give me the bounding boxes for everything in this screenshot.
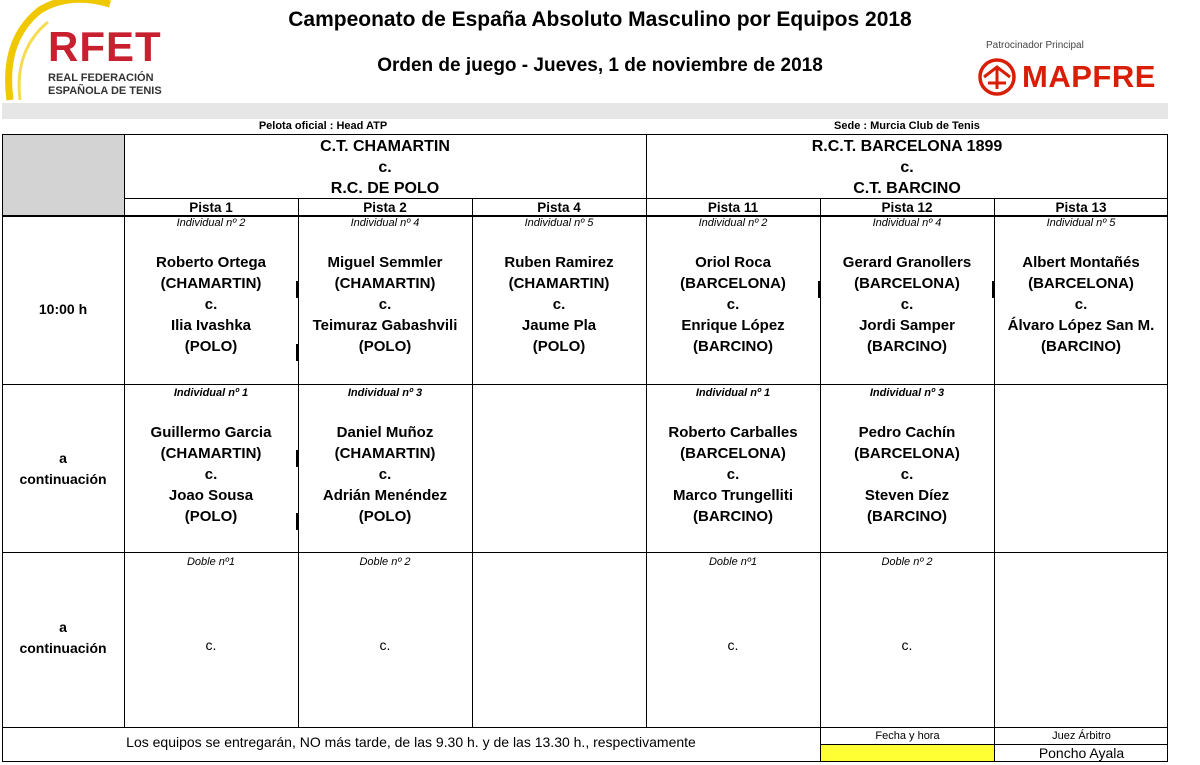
match-cell <box>994 217 1168 357</box>
page-subtitle: Orden de juego - Jueves, 1 de noviembre de 2018 <box>377 55 823 76</box>
match-number: Individual nº 1 <box>695 387 771 399</box>
date-label: Fecha y hora <box>875 730 940 742</box>
club-home: (CHAMARTIN) <box>334 275 436 292</box>
match-number: Individual nº 3 <box>869 387 945 399</box>
vs-label: c. <box>204 466 218 483</box>
info-band <box>2 103 1168 119</box>
club-away: (POLO) <box>184 508 238 525</box>
match-cell <box>820 217 994 357</box>
border-tick <box>296 344 299 361</box>
doubles-cell <box>820 556 994 653</box>
vs-label: c. <box>1074 296 1088 313</box>
tie-1-away: R.C. DE POLO <box>330 180 440 197</box>
page-title: Campeonato de España Absoluto Masculino por Equipos 2018 <box>288 8 912 31</box>
doubles-cell <box>124 556 298 653</box>
rfet-logo-text: RFET <box>48 23 162 70</box>
player-away: Jaume Pla <box>521 317 597 334</box>
tie-2-vs: c. <box>900 159 914 176</box>
player-home: Miguel Semmler <box>327 254 443 271</box>
row-label-3 <box>2 617 124 659</box>
court-header: Pista 12 <box>881 200 933 215</box>
venue-info: Sede : Murcia Club de Tenis <box>834 120 980 132</box>
tie-2 <box>646 136 1168 199</box>
club-away: (POLO) <box>184 338 238 355</box>
mapfre-logo-text: MAPFRE <box>1022 59 1156 94</box>
player-away: Jordi Samper <box>859 317 955 334</box>
rfet-logo-line2: ESPAÑOLA DE TENIS <box>48 85 162 97</box>
border-tick <box>296 450 299 467</box>
border-tick <box>296 513 299 530</box>
row-label-line2: continuación <box>19 471 107 487</box>
court-header: Pista 2 <box>363 200 407 215</box>
rfet-logo-line1: REAL FEDERACIÓN <box>48 72 154 84</box>
match-number: Individual nº 2 <box>176 217 246 229</box>
club-away: (BARCINO) <box>867 338 947 355</box>
tie-1-vs: c. <box>378 159 392 176</box>
row-label-1 <box>2 299 124 320</box>
club-away: (POLO) <box>358 508 412 525</box>
referee-name: Poncho Ayala <box>1038 745 1125 761</box>
grid-corner <box>3 135 124 215</box>
match-cell <box>124 217 298 357</box>
tie-2-home: R.C.T. BARCELONA 1899 <box>811 138 1003 155</box>
match-cell <box>646 387 820 527</box>
club-home: (CHAMARTIN) <box>160 275 262 292</box>
vs-label: c. <box>378 296 392 313</box>
match-number: Individual nº 5 <box>1046 217 1116 229</box>
court-header: Pista 4 <box>537 200 581 215</box>
club-away: (BARCINO) <box>867 508 947 525</box>
match-number: Doble nº1 <box>708 556 758 568</box>
rfet-logo <box>0 0 175 102</box>
player-home: Roberto Ortega <box>155 254 266 271</box>
mapfre-emblem-icon <box>976 57 1018 97</box>
tie-1 <box>124 136 646 199</box>
vs-label: c. <box>900 466 914 483</box>
vs-label: c. <box>552 296 566 313</box>
player-home: Daniel Muñoz <box>336 424 434 441</box>
date-value-field[interactable] <box>821 745 994 761</box>
player-away: Adrián Menéndez <box>322 487 448 504</box>
vs-label: c. <box>204 296 218 313</box>
club-home: (BARCELONA) <box>680 445 786 462</box>
match-number: Doble nº1 <box>186 556 236 568</box>
club-home: (BARCELONA) <box>680 275 786 292</box>
doubles-cell <box>298 556 472 653</box>
player-away: Steven Díez <box>864 487 950 504</box>
club-home: (BARCELONA) <box>854 445 960 462</box>
match-number: Doble nº 2 <box>359 556 411 568</box>
row-label-line1: 10:00 h <box>38 301 88 317</box>
court-header: Pista 1 <box>189 200 233 215</box>
match-number: Individual nº 1 <box>173 387 249 399</box>
club-home: (BARCELONA) <box>1028 275 1134 292</box>
footer-note: Los equipos se entregarán, NO más tarde, de las 9.30 h. y de las 13.30 h., respectivamente <box>126 734 696 750</box>
player-home: Gerard Granollers <box>842 254 972 271</box>
match-number: Individual nº 3 <box>347 387 423 399</box>
club-away: (POLO) <box>532 338 586 355</box>
player-home: Oriol Roca <box>695 254 771 271</box>
vs-label: c. <box>205 637 217 653</box>
club-home: (CHAMARTIN) <box>508 275 610 292</box>
vs-label: c. <box>726 466 740 483</box>
match-number: Individual nº 4 <box>350 217 420 229</box>
match-number: Individual nº 5 <box>524 217 594 229</box>
match-cell <box>298 217 472 357</box>
row-label-line1: a <box>59 619 67 635</box>
club-away: (BARCINO) <box>693 508 773 525</box>
referee-label: Juez Árbitro <box>1052 730 1111 742</box>
match-cell <box>298 387 472 527</box>
player-home: Albert Montañés <box>1022 254 1140 271</box>
player-away: Enrique López <box>681 317 785 334</box>
court-header: Pista 11 <box>707 200 759 215</box>
player-home: Guillermo Garcia <box>150 424 272 441</box>
vs-label: c. <box>378 466 392 483</box>
vs-label: c. <box>379 637 391 653</box>
vs-label: c. <box>901 637 913 653</box>
club-away: (BARCINO) <box>1041 338 1121 355</box>
tie-2-away: C.T. BARCINO <box>853 180 961 197</box>
sponsor-label: Patrocinador Principal <box>986 40 1084 51</box>
player-home: Pedro Cachín <box>858 424 956 441</box>
player-home: Roberto Carballes <box>668 424 798 441</box>
row-label-line2: continuación <box>19 640 107 656</box>
doubles-cell <box>646 556 820 653</box>
court-header: Pista 13 <box>1055 200 1107 215</box>
match-cell <box>820 387 994 527</box>
player-away: Joao Sousa <box>168 487 254 504</box>
match-cell <box>472 217 646 357</box>
vs-label: c. <box>726 296 740 313</box>
player-home: Ruben Ramirez <box>504 254 614 271</box>
border-tick <box>992 281 995 298</box>
match-number: Individual nº 2 <box>698 217 768 229</box>
border-tick <box>818 281 821 298</box>
player-away: Ilia Ivashka <box>170 317 252 334</box>
match-cell <box>646 217 820 357</box>
club-home: (CHAMARTIN) <box>334 445 436 462</box>
club-away: (POLO) <box>358 338 412 355</box>
match-number: Doble nº 2 <box>881 556 933 568</box>
vs-label: c. <box>727 637 739 653</box>
club-home: (CHAMARTIN) <box>160 445 262 462</box>
club-home: (BARCELONA) <box>854 275 960 292</box>
tie-1-home: C.T. CHAMARTIN <box>320 138 450 155</box>
player-away: Teimuraz Gabashvili <box>312 317 458 334</box>
border-tick <box>296 281 299 298</box>
match-number: Individual nº 4 <box>872 217 942 229</box>
row-label-2 <box>2 448 124 490</box>
club-away: (BARCINO) <box>693 338 773 355</box>
match-cell <box>124 387 298 527</box>
row-label-line1: a <box>59 450 67 466</box>
ball-info: Pelota oficial : Head ATP <box>258 120 388 132</box>
player-away: Marco Trungelliti <box>672 487 793 504</box>
mapfre-logo <box>976 57 1166 97</box>
player-away: Álvaro López San M. <box>1007 317 1155 334</box>
vs-label: c. <box>900 296 914 313</box>
